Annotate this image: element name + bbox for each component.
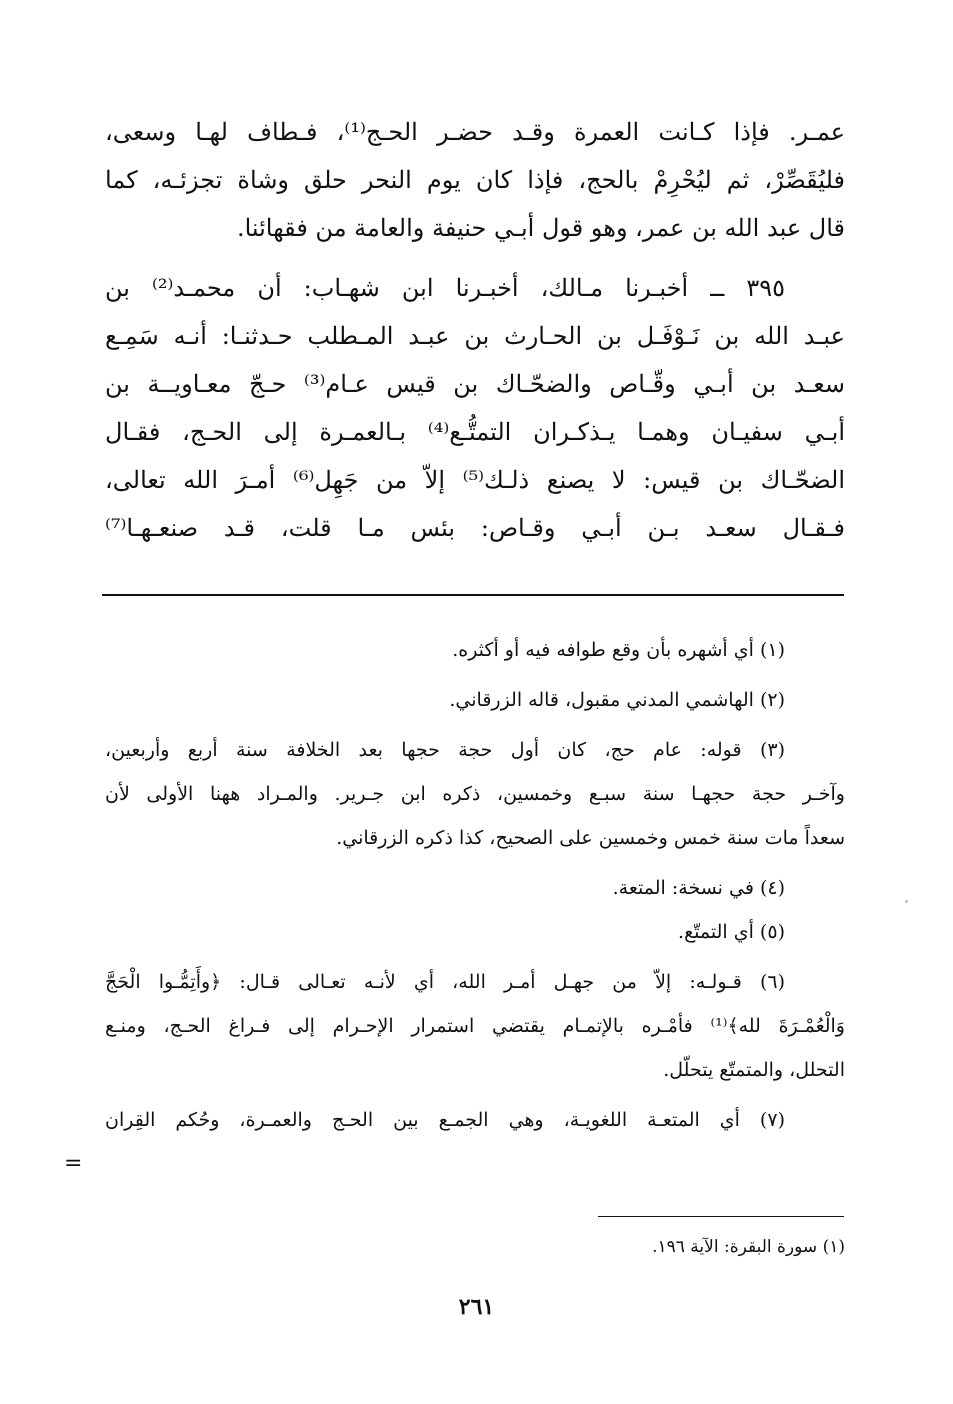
footnote-line: (٧) أي المتعـة اللغويـة، وهي الجمـع بين الحـج والعمـرة، وحُكم القِران bbox=[105, 1109, 785, 1131]
continuation-mark: = bbox=[64, 1151, 83, 1176]
text-line: قال عبد الله بن عمر، وهو قول أبـي حنيفة والعامة من فقهائنا. bbox=[236, 214, 845, 242]
sub-footnote: (١) سورة البقرة: الآية ١٩٦. bbox=[652, 1237, 845, 1257]
paragraph-2 bbox=[105, 264, 845, 552]
text-line: أبـي سفيـان وهمـا يـذكـران التمتُّـع⁽⁴⁾ بـالعمـرة إلى الحـج، فقـال bbox=[105, 418, 845, 446]
footnote-divider bbox=[102, 594, 844, 596]
footnote-4 bbox=[105, 866, 845, 910]
sub-footnote-divider bbox=[598, 1216, 844, 1217]
footnote-5 bbox=[105, 910, 845, 954]
text-line: عمـر. فإذا كـانت العمرة وقـد حضـر الحـج⁽¹⁾، فـطاف لهـا وسعى، bbox=[105, 118, 846, 146]
footnote-line: (٢) الهاشمي المدني مقبول، قاله الزرقاني. bbox=[449, 689, 785, 711]
text-line: عبـد الله بن نَـوْفَـل بن الحـارث بن عبـد المـطلب حـدثنـا: أنـه سَمِـع bbox=[105, 322, 845, 350]
footnote-1 bbox=[105, 628, 845, 672]
footnote-line: وآخـر حجة حجهـا سنة سبـع وخمسين، ذكره ابن جـرير. والمـراد ههنا الأولى لأن bbox=[105, 783, 845, 805]
main-text bbox=[105, 108, 845, 552]
footnote-line: (٤) في نسخة: المتعة. bbox=[612, 877, 785, 899]
text-line: ٣٩٥ ــ أخبـرنا مـالك، أخبـرنا ابن شهـاب: أن محمـد⁽²⁾ بن bbox=[105, 274, 786, 302]
footnote-6 bbox=[105, 960, 845, 1092]
footnote-line: (١) أي أشهره بأن وقع طوافه فيه أو أكثره. bbox=[452, 639, 785, 661]
footnote-line: (٣) قوله: عام حج، كان أول حجة حجها بعد الخلافة سنة أربع وأربعين، bbox=[105, 739, 785, 761]
footnote-7 bbox=[105, 1098, 845, 1142]
footnote-3 bbox=[105, 728, 845, 860]
footnote-line: (٦) قـولـه: إلاّ من جهـل أمـر الله، أي لأنـه تعـالى قـال: ﴿وأَتِمُّـوا الْحَجَّ bbox=[105, 971, 785, 993]
footnote-2 bbox=[105, 678, 845, 722]
footnote-line: التحلل، والمتمتّع يتحلّل. bbox=[663, 1059, 845, 1081]
page-number: ٢٦١ bbox=[458, 1294, 495, 1320]
paragraph-1 bbox=[105, 108, 845, 252]
footnote-line: سعداً مات سنة خمس وخمسين على الصحيح، كذا ذكره الزرقاني. bbox=[336, 827, 845, 849]
text-line: الضحّـاك بن قيس: لا يصنع ذلـك⁽⁵⁾ إلاّ من جَهِل⁽⁶⁾ أمـرَ الله تعالى، bbox=[105, 466, 846, 494]
text-line: سعـد بن أبـي وقّـاص والضحّـاك بن قيس عـام⁽³⁾ حـجّ معـاويــة بن bbox=[105, 370, 845, 398]
footnote-line: وَالْعُمْـرَةَ لله﴾⁽¹⁾ فأمْـره بالإتمـام يقتضي استمرار الإحـرام إلى فـراغ الحـج، ومنـع bbox=[105, 1015, 845, 1037]
scan-speck bbox=[905, 900, 908, 903]
paragraph-gap bbox=[105, 252, 845, 264]
footnote-line: (٥) أي التمتّع. bbox=[678, 921, 785, 943]
text-line: فليُقَصِّرْ، ثم ليُحْرِمْ بالحج، فإذا كان يوم النحر حلق وشاة تجزئـه، كما bbox=[105, 166, 845, 194]
footnotes bbox=[105, 628, 845, 1142]
text-line: فـقـال سعـد بـن أبـي وقـاص: بئس مـا قلت، قـد صنعـهـا⁽⁷⁾ bbox=[105, 514, 845, 542]
